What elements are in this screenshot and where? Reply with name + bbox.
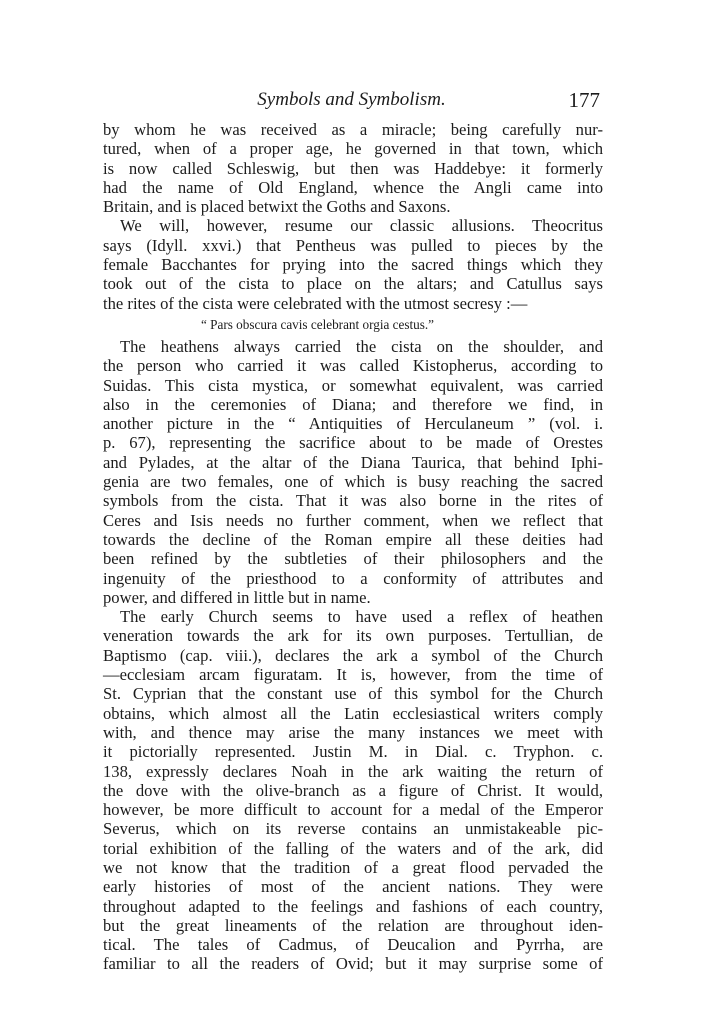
running-head: [103, 86, 600, 114]
text-line: is now called Schleswig, but then was Haddebye: it formerly: [103, 158, 603, 178]
text-line: familiar to all the readers of Ovid; but it may surprise some of: [103, 954, 603, 974]
text-line: Ceres and Isis needs no further comment, when we reflect that: [103, 510, 603, 530]
text-line: genia are two females, one of which is busy reaching the sacred: [103, 472, 603, 492]
text-line: St. Cyprian that the constant use of this symbol for the Church: [103, 684, 603, 704]
text-line: female Bacchantes for prying into the sacred things which they: [103, 255, 603, 275]
text-line: Baptismo (cap. viii.), declares the ark a symbol of the Church: [103, 645, 603, 665]
block-quote: “ Pars obscura cavis celebrant orgia cestus.”: [201, 316, 435, 332]
text-line: with, and thence may arise the many instances we meet with: [103, 722, 603, 742]
text-line: power, and differed in little but in name.: [103, 587, 371, 607]
text-line: Suidas. This cista mystica, or somewhat equivalent, was carried: [103, 375, 603, 395]
text-line: we not know that the tradition of a great flood pervaded the: [103, 857, 603, 877]
text-line: the person who carried it was called Kistopherus, according to: [103, 356, 603, 376]
page-number: 177: [568, 88, 600, 112]
text-line: p. 67), representing the sacrifice about to be made of Orestes: [103, 433, 603, 453]
text-line: ingenuity of the priesthood to a conformity of attributes and: [103, 568, 603, 588]
text-line: throughout adapted to the feelings and fashions of each country,: [103, 896, 603, 916]
text-line: veneration towards the ark for its own purposes. Tertullian, de: [103, 626, 603, 646]
text-line: and Pylades, at the altar of the Diana Taurica, that behind Iphi-: [103, 452, 603, 472]
text-line: obtains, which almost all the Latin ecclesiastical writers comply: [103, 703, 603, 723]
text-line: the rites of the cista were celebrated with the utmost secresy :—: [103, 293, 528, 313]
body-text: [103, 120, 603, 974]
text-line: Britain, and is placed betwixt the Goths and Saxons.: [103, 197, 451, 217]
text-line: —ecclesiam arcam figuratam. It is, however, from the time of: [103, 665, 603, 685]
text-line: The early Church seems to have used a reflex of heathen: [120, 607, 603, 627]
text-line: but the great lineaments of the relation are throughout iden-: [103, 915, 603, 935]
text-line: however, be more difficult to account for a medal of the Emperor: [103, 800, 603, 820]
text-line: took out of the cista to place on the altars; and Catullus says: [103, 274, 603, 294]
text-line: it pictorially represented. Justin M. in Dial. c. Tryphon. c.: [103, 742, 603, 762]
text-line: The heathens always carried the cista on the shoulder, and: [120, 336, 603, 356]
text-line: been refined by the subtleties of their philosophers and the: [103, 549, 603, 569]
text-line: tured, when of a proper age, he governed in that town, which: [103, 139, 603, 159]
text-line: early histories of most of the ancient nations. They were: [103, 877, 603, 897]
text-line: by whom he was received as a miracle; being carefully nur-: [103, 120, 603, 139]
text-line: towards the decline of the Roman empire all these deities had: [103, 529, 603, 549]
text-line: the dove with the olive-branch as a figure of Christ. It would,: [103, 780, 603, 800]
text-line: torial exhibition of the falling of the waters and of the ark, did: [103, 838, 603, 858]
text-line: Severus, which on its reverse contains an unmistakeable pic-: [103, 819, 603, 839]
text-line: had the name of Old England, whence the Angli came into: [103, 177, 603, 197]
text-line: We will, however, resume our classic allusions. Theocritus: [120, 216, 603, 236]
text-line: 138, expressly declares Noah in the ark waiting the return of: [103, 761, 603, 781]
text-line: tical. The tales of Cadmus, of Deucalion and Pyrrha, are: [103, 935, 603, 955]
running-title: Symbols and Symbolism.: [257, 89, 446, 110]
text-line: also in the ceremonies of Diana; and therefore we find, in: [103, 394, 603, 414]
text-line: another picture in the “ Antiquities of Herculaneum ” (vol. i.: [103, 414, 603, 434]
text-line: says (Idyll. xxvi.) that Pentheus was pulled to pieces by the: [103, 235, 603, 255]
text-line: symbols from the cista. That it was also borne in the rites of: [103, 491, 603, 511]
